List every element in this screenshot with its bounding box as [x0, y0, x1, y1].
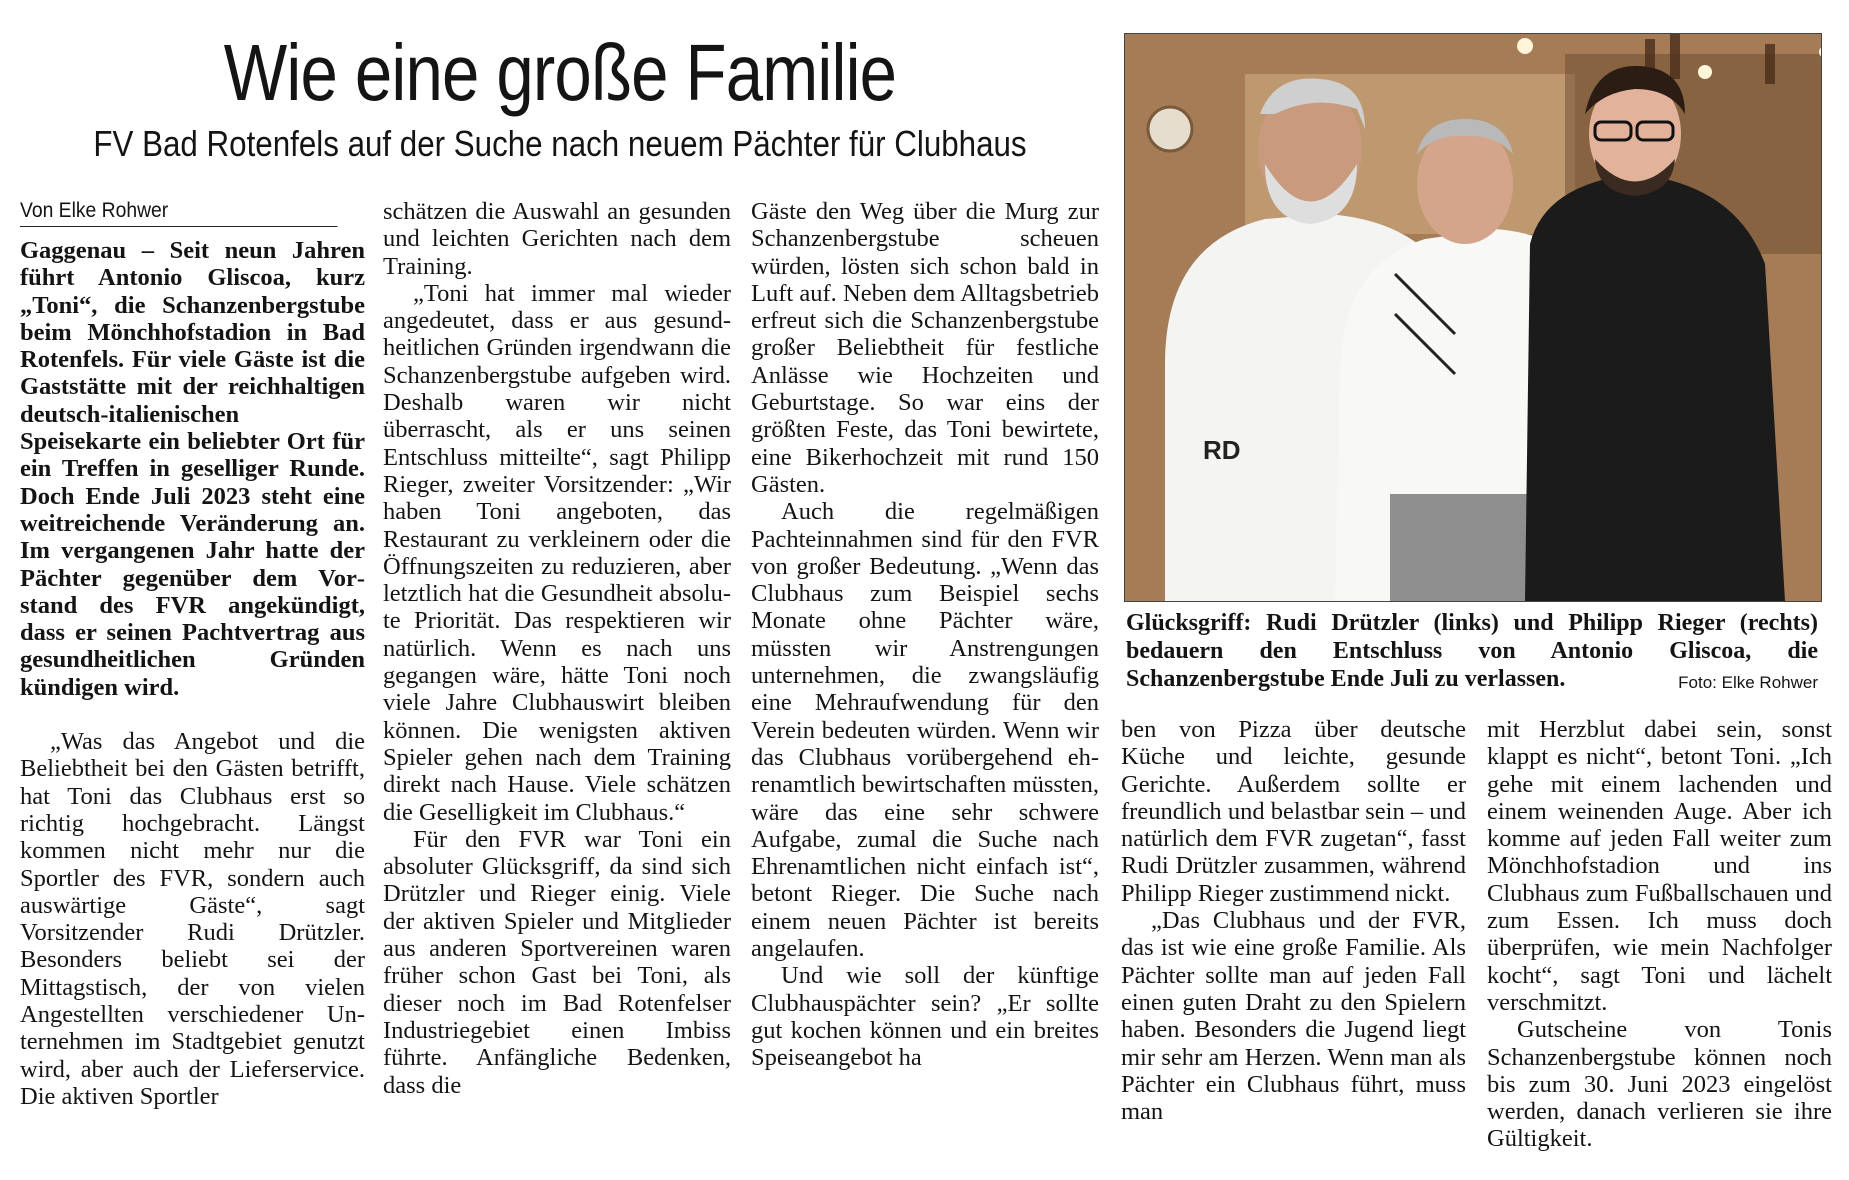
byline: Von Elke Rohwer — [20, 198, 337, 227]
caption-text: Glücksgriff: Rudi Drützler (links) und Philipp Rieger (rechts) bedauern den Entschluss von Antonio Gliscoa, die Schanzenbergstube Ende Juli zu verlassen. — [1126, 610, 1818, 692]
column-5 — [1487, 716, 1832, 1153]
column-2 — [383, 198, 731, 1099]
photo-credit: Foto: Elke Rohwer — [1678, 673, 1818, 692]
col3-paragraph-3: Und wie soll der künftige Clubhauspächter sein? „Er sollte gut kochen können und ein breites Speiseangebot ha — [751, 962, 1099, 1072]
col2-paragraph-2: „Toni hat immer mal wieder angedeutet, dass er aus gesundheitlichen Gründen irgendwann die Schanzenbergstube aufgeben wird. Deshalb waren wir nicht überrascht, als er uns seinen Entschluss mitteilte“, sagt Philipp Rieger, zweiter Vorsitzender: „Wir haben Toni angeboten, das Restaurant zu verkleinern oder die Öffnungszeiten zu reduzieren, aber letztlich hat die Gesundheit absolute Priorität. Das respektieren wir natürlich. Wenn es nach uns gegangen wäre, hätte Toni noch viele Jahre Clubhauswirt bleiben können. Die wenigsten aktiven Spieler gehen nach dem Training direkt nach Hause. Viele schätzen die Geselligkeit im Clubhaus.“ — [383, 279, 731, 826]
col3-paragraph-1: Gäste den Weg über die Murg zur Schanzenbergstube scheuen würden, lösten sich schon bald in Luft auf. Neben dem Alltagsbetrieb erfreut sich die Schanzenbergstube großer Beliebtheit für festliche Anlässe wie Hochzeiten und Geburtstage. So war eins der größten Feste, das Toni bewirtete, eine Bikerhochzeit mit rund 150 Gästen. — [751, 198, 1099, 498]
photo-illustration — [1125, 34, 1821, 601]
jacket-initials: RD — [1203, 435, 1241, 465]
column-4 — [1121, 716, 1466, 1125]
col5-paragraph-2: Gutscheine von Tonis Schanzenbergstube können noch bis zum 30. Juni 2023 eingelöst werden, danach verlieren sie ihre Gültigkeit. — [1487, 1016, 1832, 1153]
article-photo — [1124, 33, 1822, 602]
column-3 — [751, 198, 1099, 1072]
col4-paragraph-1: ben von Pizza über deutsche Küche und leichte, gesunde Gerichte. Außerdem sollte er freundlich und belastbar sein – und natürlich dem FVR zugetan“, fasst Rudi Drützler zusammen, während Philipp Rieger zustimmend nickt. — [1121, 716, 1466, 907]
col2-paragraph-3: Für den FVR war Toni ein absoluter Glücksgriff, da sind sich Drützler und Rieger einig. Viele der aktiven Spieler und Mitglieder aus anderen Sportvereinen waren früher schon Gast bei Toni, als dieser noch im Bad Rotenfelser Industriegebiet einen Imbiss führte. Anfängliche Bedenken, dass die — [383, 825, 731, 1099]
col5-paragraph-1: mit Herzblut dabei sein, sonst klappt es nicht“, betont Toni. „Ich gehe mit einem lachenden und einem weinenden Auge. Aber ich komme auf jeden Fall weiter zum Mönchhofstadion und ins Clubhaus zum Fußballschauen und zum Essen. Ich muss doch überprüfen, wie mein Nachfolger kocht“, sagt Toni und lächelt verschmitzt. — [1487, 716, 1832, 1016]
subheadline: FV Bad Rotenfels auf der Suche nach neuem Pächter für Clubhaus — [93, 123, 1027, 164]
headline: Wie eine große Familie — [223, 28, 897, 117]
column-1 — [20, 198, 365, 1110]
lead-paragraph: Gaggenau – Seit neun Jahren führt Antonio Gliscoa, kurz „Toni“, die Schanzenbergstube beim Mönchhofstadion in Bad Rotenfels. Für viele Gäste ist die Gaststätte mit der reichhaltigen deutsch-italienischen Speisekarte ein beliebter Ort für ein Treffen in geselliger Runde. Doch Ende Juli 2023 steht eine weitreichende Veränderung an. Im vergangenen Jahr hatte der Pächter gegenüber dem Vorstand des FVR angekündigt, dass er seinen Pachtvertrag aus gesundheitlichen Gründen kündigen wird. — [20, 237, 365, 701]
col3-paragraph-2: Auch die regelmäßigen Pachteinnahmen sind für den FVR von großer Bedeutung. „Wenn das Clubhaus zum Beispiel sechs Monate ohne Pächter wäre, müssten wir Anstrengungen unternehmen, die zwangsläufig eine Mehraufwendung für den Verein bedeuten würden. Wenn wir das Clubhaus vorübergehend ehrenamtlich bewirtschaften müssten, wäre das eine sehr schwere Aufgabe, zumal die Suche nach Ehrenamtlichen nicht einfach ist“, betont Rieger. Die Suche nach einem neuen Pächter ist bereits angelaufen. — [751, 498, 1099, 963]
col4-paragraph-2: „Das Clubhaus und der FVR, das ist wie eine große Familie. Als Pächter sollte man auf jeden Fall einen guten Draht zu den Spielern haben. Besonders die Jugend liegt mir sehr am Herzen. Wenn man als Pächter ein Clubhaus führt, muss man — [1121, 907, 1466, 1126]
col1-paragraph-1: „Was das Angebot und die Beliebtheit bei den Gästen betrifft, hat Toni das Clubhaus erst so richtig hochgebracht. Längst kommen nicht mehr nur die Sportler des FVR, sondern auch auswärtige Gäste“, sagt Vorsitzender Rudi Drützler. Besonders beliebt sei der Mittagstisch, der von vielen Angestellten verschiedener Unternehmen im Stadtgebiet genutzt wird, aber auch der Lieferservice. Die aktiven Sportler — [20, 728, 365, 1110]
col2-paragraph-1: schätzen die Auswahl an gesunden und leichten Gerichten nach dem Training. — [383, 198, 731, 280]
photo-caption — [1126, 609, 1818, 697]
